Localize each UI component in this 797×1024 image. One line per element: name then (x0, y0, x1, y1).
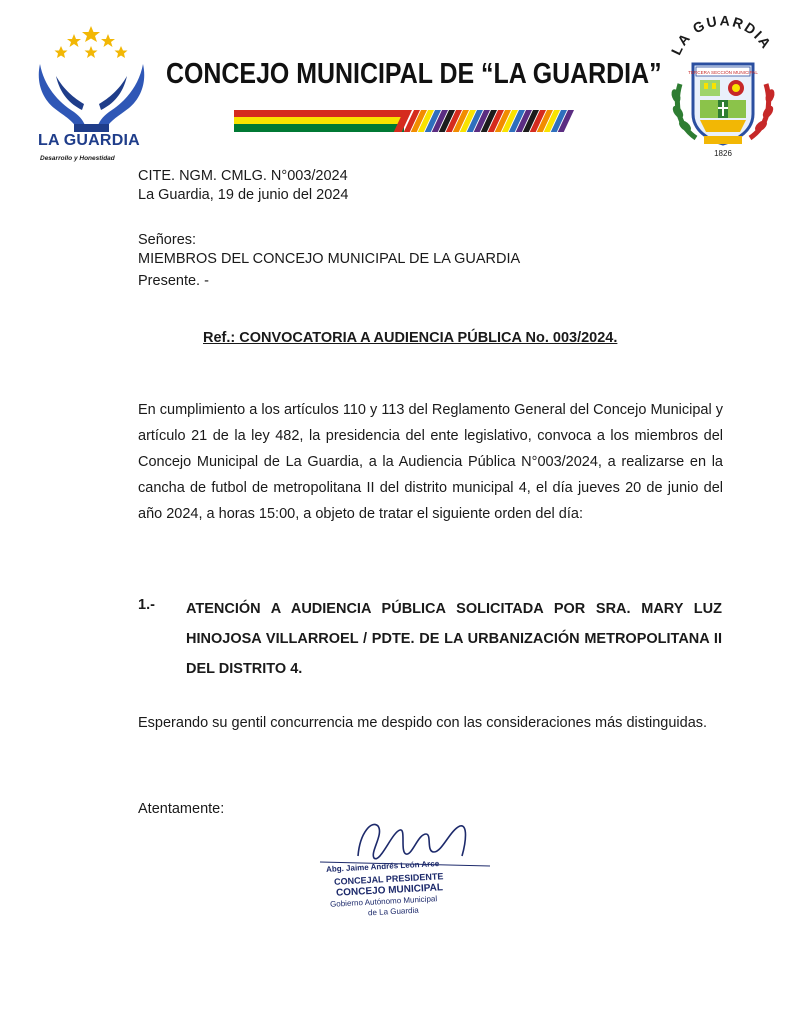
body-paragraph: En cumplimiento a los artículos 110 y 113 del Reglamento General del Concejo Municipal y artículo 21 de la ley 482, la presidencia del ente legislativo, convoca a los miembros del Concejo Municipal de La Guardia, a la Audiencia Pública N°003/2024, a realizarse en la cancha de futbol de metropolitana II del distrito municipal 4, el día jueves 20 de junio del año 2024, a horas 15:00, a objeto de tratar el siguiente orden del día: (138, 402, 723, 522)
municipal-seal-icon (660, 14, 786, 160)
stamp-body: CONCEJO MUNICIPAL (335, 882, 444, 899)
reference-line: Ref.: CONVOCATORIA A AUDIENCIA PÚBLICA No. 003/2024. (203, 330, 618, 346)
logo-brand-text: LA GUARDIA (38, 132, 140, 149)
stamp-title: CONCEJAL PRESIDENTE (333, 871, 444, 887)
stamp-place: de La Guardia (367, 905, 419, 918)
agenda-item-number: 1.- (138, 597, 155, 613)
place-date: La Guardia, 19 de junio del 2024 (138, 187, 349, 203)
svg-text:1826: 1826 (714, 149, 732, 158)
signature-stamp (300, 812, 510, 922)
page-title: CONCEJO MUNICIPAL DE “LA GUARDIA” (166, 58, 662, 90)
logo-tagline: Desarrollo y Honestidad (40, 155, 115, 162)
stamp-name-line: Abg. Jaime Andrés León Arce (325, 859, 440, 874)
svg-text:TERCERA SECCIÓN MUNICIPAL: TERCERA SECCIÓN MUNICIPAL (688, 70, 758, 75)
agenda-item-text: ATENCIÓN A AUDIENCIA PÚBLICA SOLICITADA POR SRA. MARY LUZ HINOJOSA VILLARROEL / PDTE. DE LA URBANIZACIÓN METROPOLITANA II DEL DISTRITO 4. (186, 601, 722, 677)
svg-text:LA GUARDIA: LA GUARDIA (667, 14, 776, 58)
stamp-gov: Gobierno Autónomo Municipal (329, 894, 438, 909)
cite-number: CITE. NGM. CMLG. N°003/2024 (138, 168, 348, 184)
signoff: Atentamente: (138, 801, 225, 817)
hands-stars-logo-icon (34, 24, 149, 174)
flag-strip-icon (234, 110, 574, 132)
closing-paragraph: Esperando su gentil concurrencia me despido con las consideraciones más distinguidas. (138, 715, 708, 731)
salutation: Señores: (138, 232, 197, 248)
recipients: MIEMBROS DEL CONCEJO MUNICIPAL DE LA GUARDIA (138, 251, 521, 267)
presente: Presente. - (138, 273, 209, 289)
